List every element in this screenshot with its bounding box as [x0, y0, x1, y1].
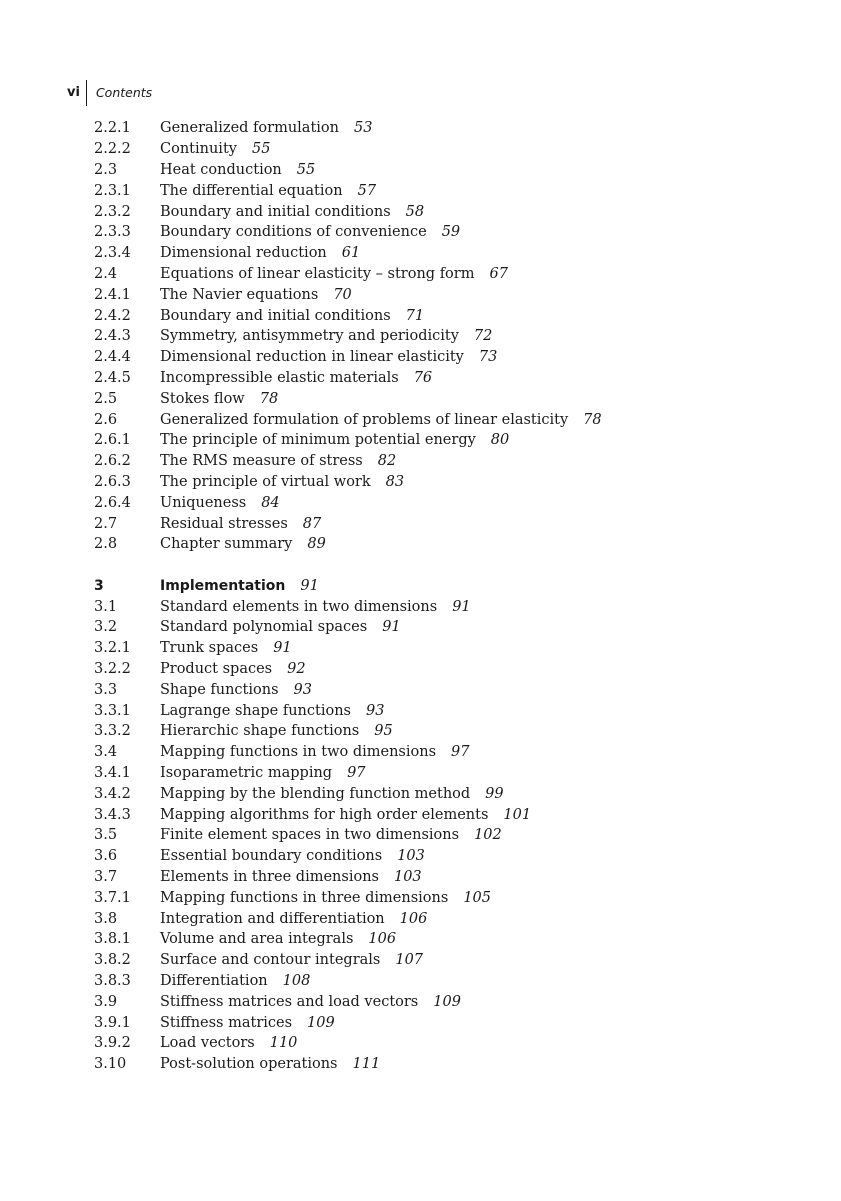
- toc-entry-title: Mapping functions in three dimensions: [160, 889, 449, 906]
- toc-entry-page: 89: [307, 536, 326, 553]
- toc-entry-number: 3.8: [94, 910, 118, 927]
- toc-entry-title: Finite element spaces in two dimensions: [160, 827, 460, 844]
- toc-entry[interactable]: [94, 430, 794, 451]
- toc-entry-title: Chapter summary: [160, 536, 293, 553]
- toc-entry-number: 2.7: [94, 515, 118, 532]
- toc-entry[interactable]: [94, 846, 794, 867]
- toc-entry[interactable]: [94, 638, 794, 659]
- toc-entry-title: Boundary conditions of convenience: [160, 224, 427, 241]
- toc-entry-number: 2.3.3: [94, 224, 131, 241]
- toc-entry-title: Post-solution operations: [160, 1056, 338, 1073]
- toc-entry-number: 3.9: [94, 993, 118, 1010]
- toc-entry[interactable]: [94, 284, 794, 305]
- toc-entry-number: 2.2.1: [94, 120, 131, 137]
- toc-entry-page: 109: [433, 993, 461, 1010]
- toc-entry-title: The principle of virtual work: [160, 473, 371, 490]
- toc-entry-title: Heat conduction: [160, 161, 282, 178]
- toc-entry[interactable]: [94, 472, 794, 493]
- toc-entry-title: Load vectors: [160, 1035, 255, 1052]
- toc-entry-number: 3.5: [94, 827, 118, 844]
- toc-entry-page: 58: [405, 203, 425, 220]
- toc-entry[interactable]: [94, 326, 794, 347]
- toc-entry-page: 78: [259, 390, 279, 407]
- toc-entry-number: 2.8: [94, 536, 118, 553]
- toc-entry-number: 3: [94, 577, 104, 594]
- toc-entry-title: Standard polynomial spaces: [160, 619, 368, 636]
- running-title: Contents: [95, 85, 153, 100]
- toc-entry-page: 55: [251, 141, 271, 158]
- toc-entry-title: Isoparametric mapping: [160, 764, 333, 781]
- page-number: vi: [67, 85, 80, 100]
- toc-entry-page: 105: [463, 889, 491, 906]
- toc-entry-number: 2.3.4: [94, 245, 131, 262]
- toc-entry[interactable]: [94, 451, 794, 472]
- toc-entry-page: 78: [583, 411, 602, 428]
- toc-entry[interactable]: [94, 388, 794, 409]
- toc-entry-page: 84: [261, 494, 280, 511]
- toc-entry[interactable]: [94, 617, 794, 638]
- toc-entry-page: 95: [374, 723, 393, 740]
- toc-entry-title: The Navier equations: [160, 286, 319, 303]
- toc-entry-number: 3.3.1: [94, 702, 131, 719]
- table-of-contents: [94, 118, 794, 1075]
- toc-entry-number: 3.3: [94, 681, 118, 698]
- toc-entry-number: 3.7: [94, 868, 118, 885]
- toc-entry-number: 3.7.1: [94, 889, 131, 906]
- toc-entry-title: The principle of minimum potential energy: [160, 432, 476, 449]
- toc-entry-page: 67: [489, 265, 508, 282]
- toc-entry-title: Implementation: [160, 577, 286, 594]
- toc-entry-page: 83: [385, 473, 405, 490]
- toc-entry[interactable]: [94, 700, 794, 721]
- toc-entry[interactable]: [94, 679, 794, 700]
- toc-entry-title: Dimensional reduction: [160, 245, 327, 262]
- toc-entry[interactable]: [94, 825, 794, 846]
- toc-entry-title: Hierarchic shape functions: [160, 723, 360, 740]
- toc-entry-title: Generalized formulation of problems of linear elasticity: [160, 411, 569, 428]
- toc-entry[interactable]: [94, 659, 794, 680]
- toc-entry[interactable]: [94, 305, 794, 326]
- chapter-gap: [94, 555, 794, 576]
- toc-entry-number: 3.6: [94, 848, 118, 865]
- toc-entry-page: 108: [282, 972, 311, 989]
- toc-entry-page: 73: [478, 349, 498, 366]
- toc-entry-number: 2.4.3: [94, 328, 131, 345]
- toc-entry-number: 3.3.2: [94, 723, 131, 740]
- toc-entry-title: Volume and area integrals: [160, 931, 354, 948]
- toc-entry-page: 87: [302, 515, 322, 532]
- toc-entry-page: 97: [451, 744, 470, 761]
- toc-entry-number: 2.4.4: [94, 349, 131, 366]
- toc-entry-title: Symmetry, antisymmetry and periodicity: [160, 328, 459, 345]
- toc-entry-number: 2.5: [94, 390, 118, 407]
- toc-entry-number: 3.1: [94, 598, 118, 615]
- toc-entry-number: 2.4.2: [94, 307, 131, 324]
- toc-entry-page: 59: [441, 224, 461, 241]
- toc-entry-page: 71: [405, 307, 425, 324]
- toc-entry[interactable]: [94, 596, 794, 617]
- toc-entry[interactable]: [94, 201, 794, 222]
- toc-entry-page: 107: [395, 952, 424, 969]
- toc-entry-number: 3.4.3: [94, 806, 131, 823]
- toc-entry-title: Shape functions: [160, 681, 279, 698]
- toc-entry[interactable]: [94, 368, 794, 389]
- toc-entry[interactable]: [94, 222, 794, 243]
- toc-entry-title: Continuity: [160, 141, 237, 158]
- toc-entry-number: 2.4.1: [94, 286, 131, 303]
- toc-entry-title: Boundary and initial conditions: [160, 307, 391, 324]
- toc-entry[interactable]: [94, 243, 794, 264]
- toc-entry-page: 102: [474, 827, 502, 844]
- toc-entry-page: 110: [269, 1035, 298, 1052]
- toc-entry-page: 82: [377, 453, 397, 470]
- toc-entry[interactable]: [94, 180, 794, 201]
- toc-entry[interactable]: [94, 783, 794, 804]
- toc-entry-page: 103: [397, 848, 425, 865]
- toc-entry-number: 2.4.5: [94, 369, 131, 386]
- toc-entry[interactable]: [94, 264, 794, 285]
- toc-entry-page: 53: [353, 120, 373, 137]
- toc-entry-number: 3.2: [94, 619, 118, 636]
- toc-entry-page: 92: [287, 661, 306, 677]
- toc-entry-number: 3.9.2: [94, 1035, 131, 1052]
- toc-entry-page: 93: [293, 681, 312, 698]
- toc-entry-page: 70: [333, 286, 352, 303]
- toc-entry[interactable]: [94, 1054, 794, 1075]
- toc-entry-page: 106: [399, 910, 428, 927]
- toc-entry-title: Stokes flow: [160, 390, 245, 407]
- toc-entry-title: Residual stresses: [160, 515, 288, 532]
- toc-entry[interactable]: [94, 908, 794, 929]
- toc-entry[interactable]: [94, 1033, 794, 1054]
- toc-entry-title: Mapping functions in two dimensions: [160, 744, 437, 761]
- toc-section-after: [94, 596, 794, 1074]
- toc-entry[interactable]: [94, 804, 794, 825]
- toc-entry-page: 91: [382, 619, 401, 636]
- toc-entry[interactable]: [94, 1012, 794, 1033]
- toc-entry-title: Incompressible elastic materials: [160, 369, 399, 386]
- toc-entry-title: Generalized formulation: [160, 120, 339, 137]
- toc-entry-number: 2.3.2: [94, 203, 131, 220]
- toc-entry[interactable]: [94, 742, 794, 763]
- toc-entry[interactable]: [94, 118, 794, 139]
- toc-entry-page: 93: [365, 702, 385, 719]
- toc-entry[interactable]: [94, 991, 794, 1012]
- toc-entry-page: 55: [296, 161, 316, 178]
- toc-entry-number: 3.2.2: [94, 661, 131, 677]
- toc-entry-page: 80: [490, 432, 510, 449]
- running-header: [67, 80, 152, 106]
- toc-entry[interactable]: [94, 971, 794, 992]
- toc-entry-page: 103: [393, 868, 422, 885]
- toc-entry-title: Dimensional reduction in linear elasticity: [160, 349, 464, 366]
- toc-entry-title: Equations of linear elasticity – strong form: [160, 265, 475, 282]
- toc-entry[interactable]: [94, 513, 794, 534]
- header-divider: [86, 80, 87, 106]
- toc-entry-page: 61: [341, 245, 361, 262]
- toc-entry-number: 2.3: [94, 161, 118, 178]
- toc-entry-title: Surface and contour integrals: [160, 952, 381, 969]
- toc-entry-title: Standard elements in two dimensions: [160, 598, 438, 615]
- toc-section-before: [94, 118, 794, 555]
- toc-entry-number: 3.8.1: [94, 931, 131, 948]
- toc-entry-title: Essential boundary conditions: [160, 848, 383, 865]
- toc-entry-page: 101: [503, 806, 532, 823]
- toc-entry[interactable]: [94, 534, 794, 555]
- toc-entry-title: Mapping algorithms for high order elements: [160, 806, 489, 823]
- toc-entry-title: Lagrange shape functions: [160, 702, 351, 719]
- toc-entry-number: 3.8.2: [94, 952, 131, 969]
- toc-entry-page: 111: [352, 1056, 381, 1073]
- toc-entry-number: 3.9.1: [94, 1014, 131, 1031]
- toc-entry[interactable]: [94, 721, 794, 742]
- toc-entry-number: 2.6.2: [94, 453, 131, 470]
- toc-entry[interactable]: [94, 492, 794, 513]
- toc-entry-page: 109: [307, 1014, 335, 1031]
- toc-entry-number: 3.4.2: [94, 785, 131, 802]
- toc-chapter-heading[interactable]: [94, 575, 794, 596]
- toc-entry-title: The RMS measure of stress: [160, 453, 363, 470]
- toc-entry-number: 2.6.3: [94, 473, 131, 490]
- toc-entry-number: 3.2.1: [94, 640, 131, 657]
- toc-entry[interactable]: [94, 139, 794, 160]
- toc-entry-title: Stiffness matrices: [160, 1014, 293, 1031]
- toc-entry-page: 99: [485, 785, 504, 802]
- toc-entry-page: 72: [473, 328, 493, 345]
- toc-entry-number: 3.8.3: [94, 972, 131, 989]
- toc-entry[interactable]: [94, 929, 794, 950]
- toc-entry[interactable]: [94, 867, 794, 888]
- toc-entry-number: 3.4.1: [94, 764, 131, 781]
- toc-entry-title: Stiffness matrices and load vectors: [160, 993, 419, 1010]
- toc-entry[interactable]: [94, 160, 794, 181]
- toc-entry[interactable]: [94, 409, 794, 430]
- toc-entry-title: Boundary and initial conditions: [160, 203, 391, 220]
- toc-entry-title: Trunk spaces: [160, 640, 259, 657]
- toc-entry-page: 91: [300, 577, 319, 594]
- toc-entry-number: 2.2.2: [94, 141, 131, 158]
- toc-entry[interactable]: [94, 950, 794, 971]
- toc-entry-page: 106: [368, 931, 397, 948]
- toc-entry-title: The differential equation: [160, 182, 343, 199]
- toc-entry-page: 91: [452, 598, 471, 615]
- toc-entry[interactable]: [94, 887, 794, 908]
- toc-entry[interactable]: [94, 763, 794, 784]
- toc-entry-number: 2.3.1: [94, 182, 131, 199]
- toc-entry-title: Integration and differentiation: [160, 910, 385, 927]
- toc-entry[interactable]: [94, 347, 794, 368]
- toc-entry-title: Differentiation: [160, 972, 268, 989]
- toc-entry-number: 2.6.1: [94, 432, 131, 449]
- toc-entry-page: 57: [357, 182, 377, 199]
- toc-entry-title: Uniqueness: [160, 494, 247, 511]
- toc-entry-number: 3.10: [94, 1056, 127, 1073]
- toc-entry-page: 97: [347, 764, 366, 781]
- toc-entry-title: Product spaces: [160, 661, 273, 677]
- toc-entry-number: 2.4: [94, 265, 118, 282]
- toc-entry-number: 2.6.4: [94, 494, 131, 511]
- toc-entry-number: 3.4: [94, 744, 118, 761]
- toc-entry-number: 2.6: [94, 411, 118, 428]
- toc-entry-page: 76: [413, 369, 433, 386]
- toc-entry-title: Elements in three dimensions: [160, 868, 379, 885]
- toc-entry-page: 91: [273, 640, 292, 657]
- toc-entry-title: Mapping by the blending function method: [160, 785, 471, 802]
